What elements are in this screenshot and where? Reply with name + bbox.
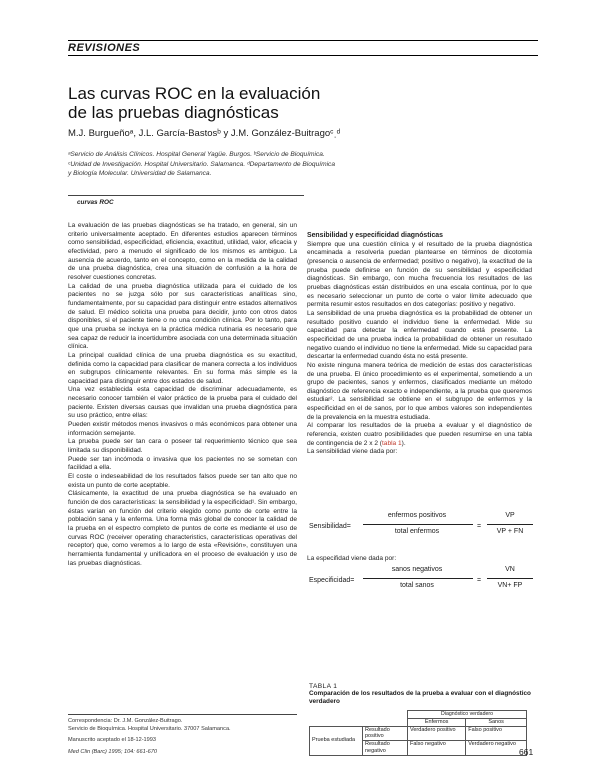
- title-line: de las pruebas diagnósticas: [68, 103, 279, 122]
- title-line: Las curvas ROC en la evaluación: [68, 84, 321, 103]
- footnote: Servicio de Bioquímica. Hospital Universitario. 37007 Salamanca.: [68, 725, 231, 732]
- fraction-bar: [363, 524, 473, 525]
- paragraph: Una vez establecida esta capacidad de discriminar adecuadamente, es necesario conocer también el valor práctico de la prueba para el cuidado del paciente. Existen diversas causas que invalidan una prueba diagnóstica para su uso práctico, entre ellas:: [68, 386, 297, 420]
- fraction-bar: [487, 578, 533, 579]
- formula-numerator: VP: [505, 512, 515, 519]
- formula-numerator: VN: [505, 566, 515, 573]
- footnote: Med Clin (Barc) 1995; 104: 661-670: [68, 748, 157, 755]
- paragraph: La sensibilidad de una prueba diagnóstica es la probabilidad de obtener un resultado positivo cuando el individuo tiene la enfermedad. Mide su capacidad para detectar la enfermedad cuando está presente. La especificidad de una prueba indica la probabilidad de obtener un resultado negativo cuando el individuo no tiene la enfermedad. Mide su capacidad para descartar la enfermedad cuando ésta no está presente.: [307, 309, 532, 361]
- divider: [68, 195, 304, 196]
- left-column: [68, 222, 297, 568]
- table-cell: Falso positivo: [466, 726, 527, 741]
- paragraph: Siempre que una cuestión clínica y el resultado de la prueba diagnóstica encaminada a resolverla puedan plantearse en términos de dicotomía (presencia o ausencia de enfermedad; positivo o negativo), la exactitud de la prueba puede definirse en función de su sensibilidad y especificidad diagnósticas. Sin embargo, con mucha frecuencia los resultados de las pruebas diagnósticas están distribuidos en una escala continua, por lo que es necesario seleccionar un punto de corte o valor límite adecuado que permita resumir estos resultados en dos categorías: positivo y negativo.: [307, 240, 532, 309]
- formula-intro: La sensibilidad viene dada por:: [307, 448, 398, 456]
- paragraph: Puede ser tan incómoda o invasiva que los pacientes no se sometan con facilidad a ella.: [68, 455, 297, 472]
- paragraph: Clásicamente, la exactitud de una prueba diagnóstica se ha evaluado en función de dos características: la sensibilidad y la especificidad¹. Sin embargo, éstas varían en función del criterio elegido como punto de corte entre la población sana y la enferma. Una forma más global de conocer la calidad de la prueba en el espectro completo de puntos de corte es mediante el uso de curvas ROC (receiver operating characteristics, características operativas del receptor) que, como veremos a lo largo de esta «Revisión», constituyen una herramienta fundamental y unificadora en el proceso de evaluación y uso de las pruebas diagnósticas.: [68, 490, 297, 567]
- table-1: [309, 683, 534, 756]
- page-number: 661: [519, 747, 534, 757]
- footnotes: [68, 718, 297, 756]
- table-col-header: Enfermos: [408, 718, 466, 726]
- affiliations: [68, 150, 548, 179]
- paragraph: Pueden existir métodos menos invasivos o más económicos para obtener una información semejante.: [68, 421, 297, 437]
- paragraph: No existe ninguna manera teórica de medición de estas dos características de una prueba. El único procedimiento es el experimental, sometiendo a un grupo de pacientes, sanos y enfermos, clasificados mediante un método diagnóstico de referencia exacto e independiente, a la prueba que queremos estudiar². La sensibilidad se obtiene en el subgrupo de enfermos y la especificidad en el de sanos, por lo que ambos valores son independientes de la prevalencia en la muestra estudiada.: [307, 361, 532, 421]
- paragraph: La evaluación de las pruebas diagnósticas se ha tratado, en general, sin un criterio universalmente aceptado. En diferentes estudios aparecen términos como sensibilidad, especificidad, eficiencia, exactitud, utilidad, valor, eficacia y efectividad, pero a menudo el significado de los mismos es ambiguo. La ausencia de acuerdo, tanto en el concepto, como en la medida de la calidad de una prueba diagnóstica, crea una situación de confusión a la hora de resolver cuestiones concretas.: [68, 222, 297, 281]
- table-super-header: Diagnóstico verdadero: [408, 711, 527, 719]
- formula-denominator: VP + FN: [496, 528, 524, 535]
- table-col-header: Sanos: [466, 718, 527, 726]
- section-heading: Sensibilidad y especificidad diagnósticas: [307, 232, 443, 239]
- table-row: [310, 726, 527, 741]
- affiliation-line: ᶜUnidad de Investigación. Hospital Universitario. Salamanca. ᵈDepartamento de Bioquímica: [68, 160, 336, 168]
- table-label: TABLA 1: [309, 683, 338, 690]
- formula-denominator: VN+ FP: [497, 582, 523, 589]
- table-caption: Comparación de los resultados de la prueba a evaluar con el diagnóstico verdadero: [309, 690, 531, 705]
- paragraph: La principal cualidad clínica de una prueba diagnóstica es su exactitud, definida como la capacidad para clasificar de manera correcta a los individuos en subgrupos clínicamente relevantes. En su forma más simple es la capacidad para distinguir entre dos estados de salud.: [68, 351, 297, 385]
- paragraph: La prueba puede ser tan cara o poseer tal requerimiento técnico que sea limitada su disponibilidad.: [68, 438, 297, 455]
- footnote: Correspondencia: Dr. J.M. González-Buitrago.: [68, 718, 183, 724]
- sensitivity-formula: [309, 512, 534, 544]
- formula-label: Especificidad=: [309, 577, 355, 584]
- table-link[interactable]: tabla 1: [381, 439, 402, 447]
- affiliation-line: ᵃServicio de Análisis Clínicos. Hospital General Yagüe. Burgos. ᵇServicio de Bioquímica.: [68, 151, 325, 158]
- affiliation-line: y Biología Molecular. Universidad de Salamanca.: [68, 170, 212, 177]
- paragraph: El coste o indeseabilidad de los resultados falsos puede ser tan alto que no exista un punto de corte aceptable.: [68, 473, 297, 489]
- equals-sign: =: [477, 577, 482, 584]
- right-column: [307, 232, 532, 457]
- formula-label: Sensibilidad=: [309, 523, 351, 530]
- table-cell: Verdadero positivo: [408, 726, 466, 741]
- footnote: Manuscrito aceptado el 18-12-1993: [68, 737, 157, 744]
- article-title: [68, 84, 468, 122]
- table-cell: Verdadero negativo: [466, 741, 527, 756]
- formula-numerator: enfermos positivos: [387, 512, 447, 519]
- specificity-formula: [309, 566, 534, 596]
- contingency-table: [309, 710, 527, 756]
- paragraph: Al comparar los resultados de la prueba a evaluar y el diagnóstico de referencia, existen cuatro posibilidades que pueden resumirse en una tabla de contingencia de 2 x 2 (tabla 1).: [307, 422, 532, 447]
- keyword: curvas ROC: [77, 199, 114, 206]
- equals-sign: =: [477, 523, 482, 530]
- authors: M.J. Burgueñoᵃ, J.L. García-Bastosᵇ y J.M. González-Buitragoᶜˌᵈ: [68, 128, 341, 139]
- formula-denominator: total sanos: [400, 582, 434, 589]
- table-row-group: Prueba estudiada: [310, 726, 363, 755]
- formula-intro: La especifidad viene dada por:: [307, 555, 397, 562]
- paragraph-text: Al comparar los resultados de la prueba a evaluar y el diagnóstico de referencia, existen cuatro posibilidades que pueden resumirse en una tabla de contingencia de 2 x 2 (: [307, 422, 532, 447]
- fraction-bar: [487, 524, 533, 525]
- table-cell: Falso negativo: [408, 741, 466, 756]
- paragraph: La calidad de una prueba diagnóstica utilizada para el cuidado de los pacientes no se juzga sólo por sus características analíticas sino, fundamentalmente, por su capacidad para distinguir entre estados alternativos de salud. El médico solicita una prueba para decidir, junto con otros datos disponibles, si el paciente tiene o no una condición clínica. Por lo tanto, para que una prueba se incluya en la práctica médica rutinaria es necesario que sea capaz de reducir la incertidumbre asociada con una determinada situación clínica.: [68, 282, 297, 351]
- formula-numerator: sanos negativos: [391, 566, 443, 573]
- table-cell: Resultado negativo: [363, 741, 408, 756]
- section-header: REVISIONES: [68, 40, 538, 56]
- formula-denominator: total enfermos: [394, 528, 440, 535]
- footnote-divider: [68, 714, 297, 715]
- table-cell: Resultado positivo: [363, 726, 408, 741]
- fraction-bar: [363, 578, 473, 579]
